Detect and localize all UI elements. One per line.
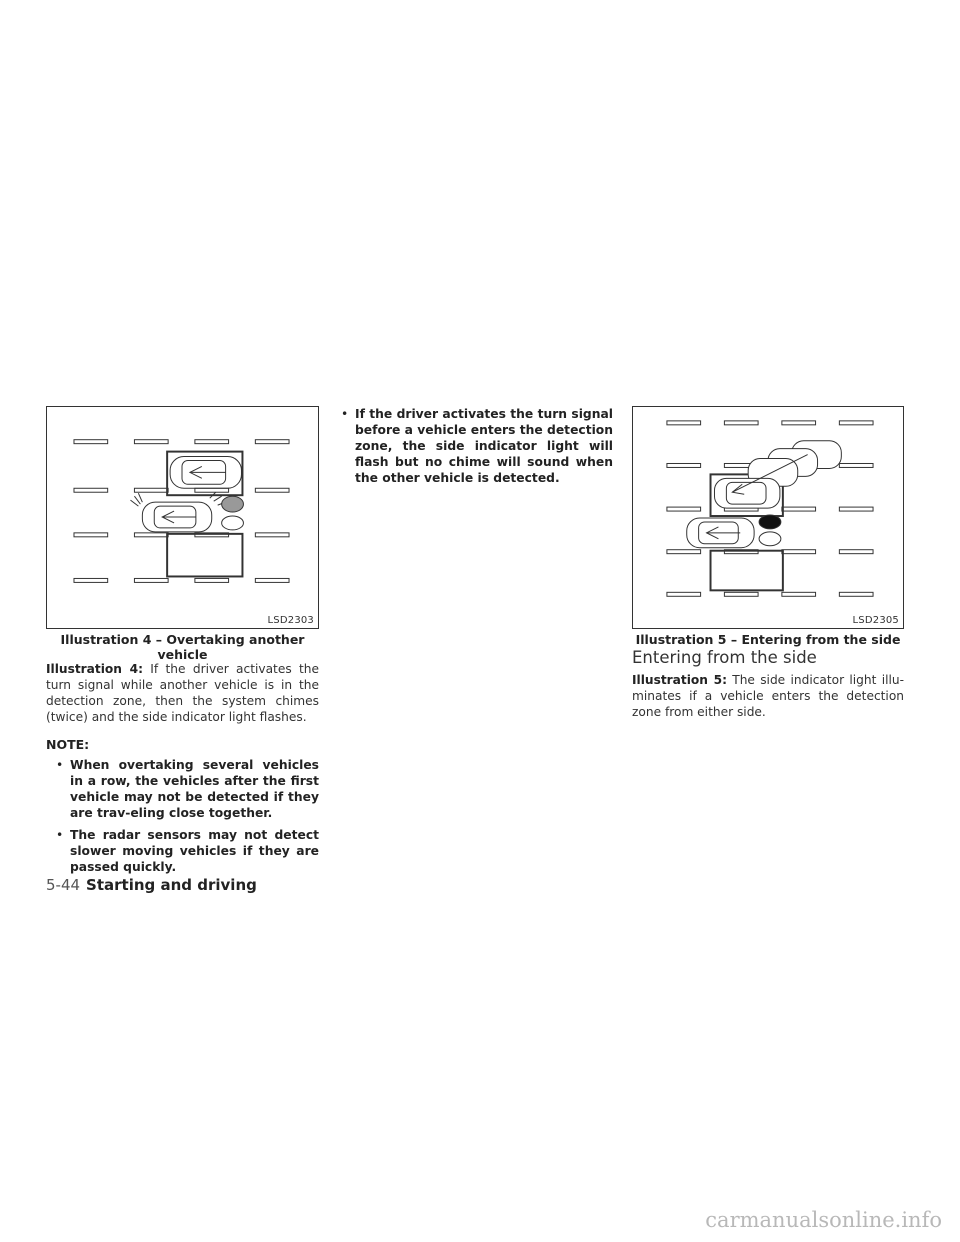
illustration-4-paragraph	[46, 661, 319, 725]
bullet-dot: •	[56, 828, 64, 842]
paragraph-lead: Illustration 5:	[632, 673, 727, 687]
caption-line: Illustration 4 – Overtaking another	[60, 632, 305, 647]
illustration-5-paragraph	[632, 672, 904, 720]
illustration-4-caption	[46, 632, 319, 662]
figure-code: LSD2305	[852, 615, 899, 626]
bullet-text: If the driver activates the turn signal before a vehicle enters the detection zone, the side indicator light will flash but no chime will sound when the other vehicle is detected.	[355, 407, 613, 485]
overtaking-diagram	[47, 407, 318, 628]
page-number: 5-44	[46, 876, 81, 894]
bullet-dot: •	[341, 407, 349, 421]
watermark: carmanualsonline.info	[705, 1208, 942, 1232]
figure-code: LSD2303	[267, 615, 314, 626]
note-label: NOTE:	[46, 737, 90, 752]
paragraph-text: If the driver activates the turn signal while another vehicle is in the detection zone, then the system chimes (twice) and the side indicator light flashes.	[46, 662, 319, 724]
entering-diagram	[633, 407, 903, 628]
turn-signal-bullet	[341, 406, 613, 486]
note-bullet-2	[56, 827, 319, 875]
illustration-5-caption: Illustration 5 – Entering from the side	[635, 632, 901, 647]
section-heading: Entering from the side	[632, 648, 817, 667]
illustration-4-figure	[46, 406, 319, 629]
page-footer	[46, 876, 257, 894]
paragraph-lead: Illustration 4:	[46, 662, 143, 676]
note-bullet-1	[56, 757, 319, 821]
bullet-text: The radar sensors may not detect slower moving vehicles if they are passed quickly.	[70, 828, 319, 874]
caption-line: vehicle	[157, 647, 208, 662]
paragraph-text: The side indicator light illu-minates if a vehicle enters the detection zone from either side.	[632, 673, 904, 719]
illustration-5-figure	[632, 406, 904, 629]
bullet-text: When overtaking several vehicles in a row, the vehicles after the first vehicle may not be detected if they are trav-eling close together.	[70, 758, 319, 820]
section-name: Starting and driving	[86, 876, 257, 894]
bullet-dot: •	[56, 758, 64, 772]
